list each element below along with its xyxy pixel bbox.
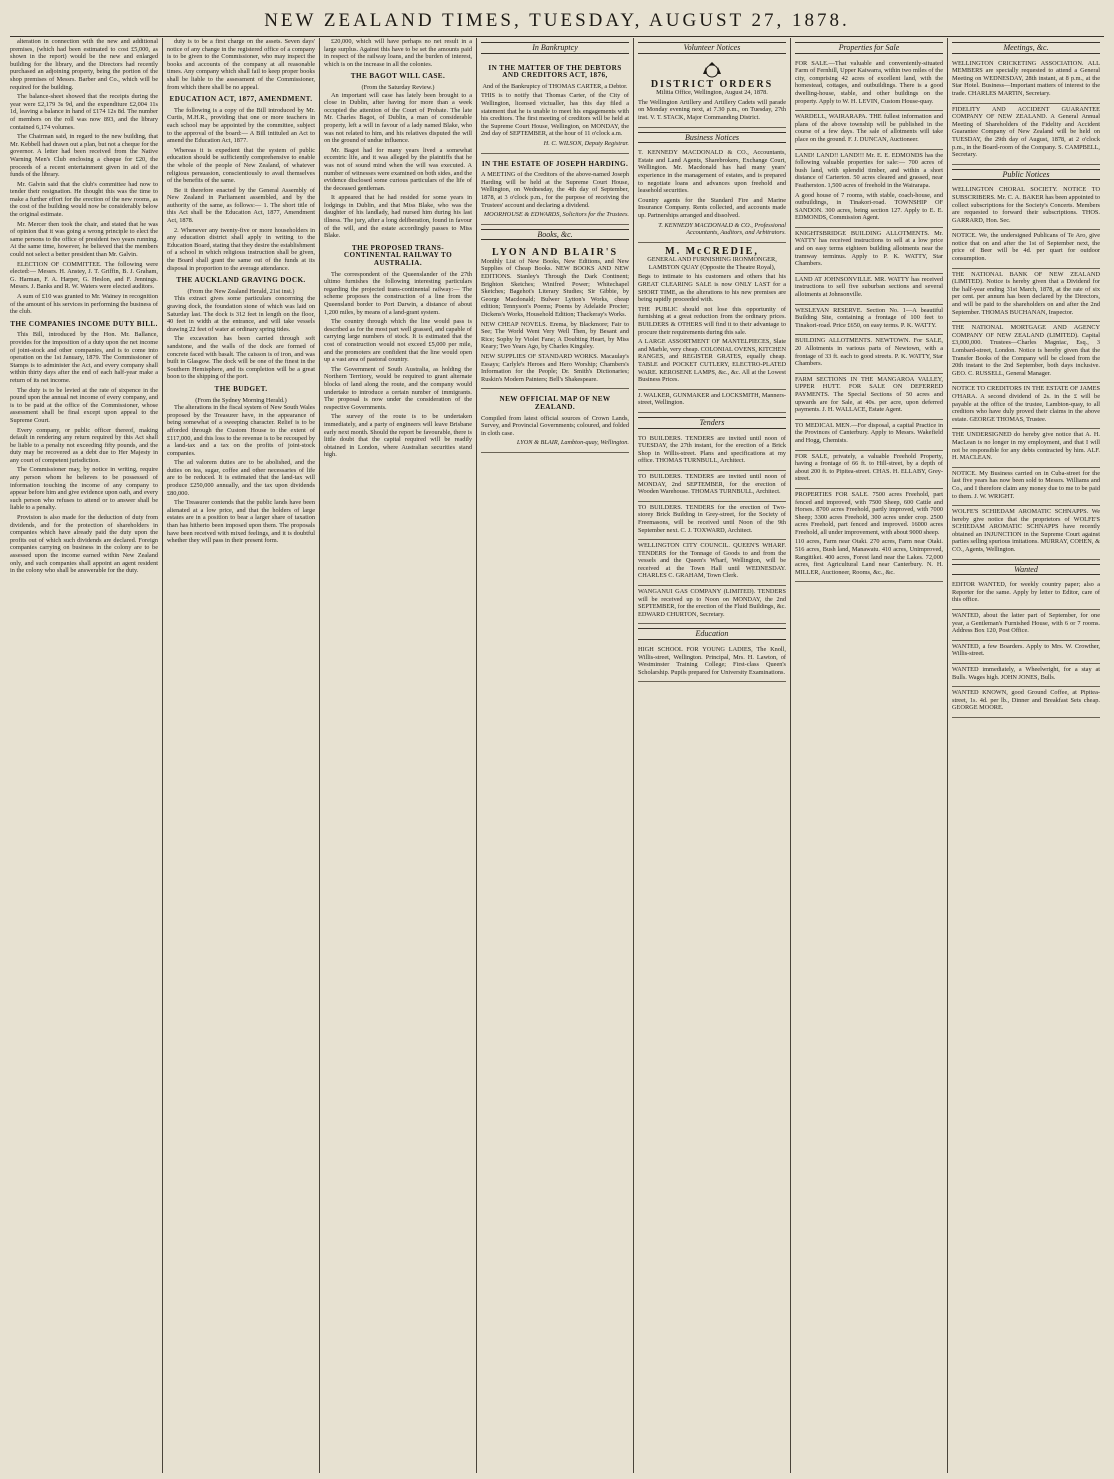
ad-body: NOTICE. We, the undersigned Publicans of Te Aro, give notice that on and after the 1st of September next, the price of Beer will be 4d. per quart for outdoor consumption. xyxy=(952,232,1100,263)
ad-body: WANGANUI GAS COMPANY (LIMITED). TENDERS will be received up to Noon on MONDAY, the 2nd SEPTEMBER, for the erection of the Fluid Buildings, &c. EDWARD CHURTON, Secretary. xyxy=(638,588,786,618)
public-notice xyxy=(952,230,1100,268)
bankruptcy-notice xyxy=(481,58,629,154)
ad-body: Compiled from latest official sources of Crown Lands, Survey, and Provincial Governments; coloured, and folded in cloth case. xyxy=(481,414,629,437)
ironmonger-ad xyxy=(638,243,786,390)
ad-body: WELLINGTON CHORAL SOCIETY. NOTICE TO SUBSCRIBERS. Mr. C. A. BAKER has been appointed to collect subscriptions for the Society's Concerts. Members are requested to forward their subscriptions. THOS. GARRARD, Hon. Sec. xyxy=(952,186,1100,224)
ad-body: WARDELL, WAIRARAPA. THE fullest information and plans of the above township will be published in the course of a few days. The sale of allotments will take place on the ground. F. J. DUNCAN, Auctioneer. xyxy=(795,113,943,143)
public-notice xyxy=(952,269,1100,323)
notice-title: IN THE ESTATE OF JOSEPH HARDING. xyxy=(481,159,629,168)
ad-body: NOTICE TO CREDITORS IN THE ESTATE OF JAMES O'HARA. A second dividend of 2s. in the £ will be payable at the office of the trustee, Lambton-quay, to all creditors who have duly proved their claims in the above estate. GEORGE THOMAS, Trustee. xyxy=(952,385,1100,423)
tender-notice xyxy=(638,502,786,540)
paragraph: The following is a copy of the Bill introduced by Mr. Curtis, M.H.R., providing that one or more teachers in each school may be appointed by the committee, subject to the approval of the board:— A Bill intituled an Act to amend the Education Act, 1877. xyxy=(167,106,315,145)
notice-subtitle: And of the Bankruptcy of THOMAS CARTER, a Debtor. xyxy=(482,82,628,90)
paragraph: Mr. Galvin said that the club's committee had now to tender their resignation. He thought this was the time to make a further effort for the erection of the new rooms, as the cost of the building would now be considerably below the original estimate. xyxy=(10,180,158,219)
section-heading: In Bankruptcy xyxy=(481,42,629,54)
ad-body: Monthly List of New Books, New Editions, and New Supplies of Cheap Books. NEW BOOKS AND NEW EDITIONS. Stanley's Through the Dark Continent; Brighton Sketches; Winifred Power; Whitechapel Sketches; Bagehot's Literary Studies; Sir Gibbie, by George Macdonald; Bulwer Lytton's Works, cheap edition; Tennyson's Poems; Poems by Adelaide Procter; Dickens's Works, Household Edition; Thackeray's Works. xyxy=(481,257,629,319)
wanted-ad xyxy=(952,641,1100,664)
paragraph: alteration in connection with the new and additional premises, (which had been estimated to cost £5,000, as shown in the report) would be the new and enlarged building for the library, and the Directors had recently purchased an adjoining property, being the portion of the shop premises of Messrs. Barber and Co., which will be required for the building. xyxy=(10,38,158,91)
article-heading: THE BUDGET. xyxy=(214,384,268,393)
ad-body: BUILDING ALLOTMENTS. NEWTOWN. For SALE, 20 Allotments in various parts of Newtown, with a frontage of 33 ft. each to good streets. P. K. WATTY, Star Chambers. xyxy=(795,337,943,368)
tender-notice xyxy=(638,540,786,586)
meeting-notice xyxy=(952,58,1100,104)
paragraph: The Commissioner may, by notice in writing, require any person whom he believes to be possessed of information touching the income of any company to appear before him and give evidence upon oath, and every such person who refuses to attend or to answer shall be liable to a penalty. xyxy=(10,466,158,512)
ad-body: A LARGE ASSORTMENT OF MANTELPIECES, Slate and Marble, very cheap. COLONIAL OVENS, KITCHEN RANGES, and REGISTER GRATES, equally cheap. TABLE and POCKET CUTLERY, ELECTRO-PLATED WARE. KEROSENE LAMPS, &c., &c. All at the Lowest Business Prices. xyxy=(638,338,786,384)
ad-body: FARM SECTIONS IN THE MANGAROA VALLEY, UPPER HUTT. FOR SALE ON DEFERRED PAYMENTS. The Special Sections of 50 acres and upwards are for Sale, at 40s. per acre, upon deferred payments. J. H. WALLACE, Estate Agent. xyxy=(795,375,943,414)
paragraph: This extract gives some particulars concerning the graving dock, the foundation stone of which was laid on Saturday last. The dock is 312 feet in length on the floor, 40 feet in width at the entrance, and will take vessels drawing 22 feet of water at ordinary spring tides. xyxy=(167,295,315,333)
ad-body: FIDELITY AND ACCIDENT GUARANTEE COMPANY OF NEW ZEALAND. A General Annual Meeting of Shareholders of the Fidelity and Accident Guarantee Company of New Zealand will be held on TUESDAY, the 29th day of August, 1878, at 2 o'clock p.m., in the Board-room of the Company. S. CAMPBELL, Secretary. xyxy=(952,105,1100,159)
section-heading: Properties for Sale xyxy=(795,42,943,54)
paragraph: Mr. Mercer then took the chair, and stated that he was of opinion that it was going a wrong principle to elect the same persons to the office of president two years running. At the same time, however, he believed that the members could not select a better president than Mr. Galvin. xyxy=(10,220,158,259)
public-notice xyxy=(952,506,1100,560)
ad-signature: LYON & BLAIR, Lambton-quay, Wellington. xyxy=(516,439,629,447)
paragraph: The Treasurer contends that the public lands have been alienated at a low price, and that the holders of large estates are in a position to bear a larger share of taxation than has hitherto been imposed upon them. The proposals have been received with mixed feelings, and it is doubtful whether they will pass in their present form. xyxy=(167,499,315,545)
paragraph: The correspondent of the Queenslander of the 27th ultimo furnishes the following interesting particulars regarding the projected trans-continental railway:— The scheme proposes the construction of a line from the Queensland border to Port Darwin, a distance of about 1,200 miles, by means of a land-grant system. xyxy=(324,270,472,316)
paragraph: duty is to be a first charge on the assets. Seven days' notice of any change in the registered office of a company is to be given to the Commissioner, who may inspect the books and accounts of the company at all reasonable times. Any company which shall fail to keep proper books shall be liable to the assessment of the Commissioner, from which there shall be no appeal. xyxy=(167,38,315,91)
column-7 xyxy=(947,38,1104,1473)
paragraph: The duty is to be levied at the rate of sixpence in the pound upon the annual net income of every company, and is to be paid at the office of the Commissioner, whose assessment shall be final except upon appeal to the Supreme Court. xyxy=(10,386,158,424)
ad-firm-name: LYON AND BLAIR'S xyxy=(491,247,619,259)
meeting-notice xyxy=(952,104,1100,165)
article-source: (From the Sydney Morning Herald.) xyxy=(195,396,287,404)
ad-body: WANTED KNOWN, good Ground Coffee, at Pipitea-street, 1s. 4d. per lb., Dinner and Breakfast Sets cheap. GEORGE MOORE. xyxy=(952,689,1100,712)
ad-body: 110 acres, Farm near Otaki. 270 acres, Farm near Otaki. 516 acres, Bush land, Manawatu. 410 acres, Unimproved, Rangitikei. 400 acres, Forest land near the Lakes. 72,000 acres, first Agricultural Land near Canterbury. N. H. MILLER, Auctioneer, Rooms, &c., &c. xyxy=(795,538,943,576)
column-1 xyxy=(10,38,162,1473)
map-ad xyxy=(481,389,629,453)
article-heading: THE COMPANIES INCOME DUTY BILL. xyxy=(10,319,158,328)
ad-body: WELLINGTON CRICKETING ASSOCIATION. ALL MEMBERS are specially requested to attend a General Meeting on WEDNESDAY, 28th instant, at 8 p.m., at the Star Hotel. Business—Important matters of interest to the trade. CHARLES MARTIN, Secretary. xyxy=(952,59,1100,97)
notice-body: A MEETING of the Creditors of the above-named Joseph Harding will be held at the Supreme Court House, Wellington, on Wednesday, the 4th day of September, 1878, at 3 o'clock p.m., for the purpose of receiving the Trustees' account and declaring a dividend. xyxy=(481,171,629,209)
wanted-ad xyxy=(952,579,1100,610)
wanted-ad xyxy=(952,664,1100,687)
ad-body: EDITOR WANTED, for weekly country paper; also a Reporter for the same. Apply by letter to Editor, care of this office. xyxy=(952,581,1100,604)
ad-body: NEW CHEAP NOVELS. Erema, by Blackmore; Fair to See; The World Went Very Well Then, by Besant and Rice; Sophy by Violet Fane; A Doubting Heart, by Miss Keary; Two Years Ago, by Charles Kingsley. xyxy=(481,320,629,351)
paragraph: The survey of the route is to be undertaken immediately, and a party of engineers will leave Brisbane early next month. Should the report be favourable, there is little doubt that the capital required will be readily obtained in London, where Australian securities stand high. xyxy=(324,413,472,459)
public-notice xyxy=(952,468,1100,506)
property-ad xyxy=(795,111,943,149)
property-ad xyxy=(795,420,943,451)
public-notice xyxy=(952,429,1100,467)
ad-body: HIGH SCHOOL FOR YOUNG LADIES, The Knoll, Willis-street, Wellington. Principal, Mrs. H. Lawton, of Westminster Training College; First-class Queen's Scholarship. Pupils prepared for University Examinations. xyxy=(638,646,786,676)
ad-body: J. WALKER, GUNMAKER and LOCKSMITH, Manners-street, Wellington. xyxy=(638,391,786,407)
section-heading: Volunteer Notices xyxy=(638,42,786,54)
article-heading: THE PROPOSED TRANS-CONTINENTAL RAILWAY TO AUSTRALIA. xyxy=(343,243,453,268)
paragraph: The alterations in the fiscal system of New South Wales proposed by the Treasurer have, in the appearance of being somewhat of a sweeping character. Relief is to be afforded through the Custom House to the extent of £117,000, and this loss to the revenue is to be recouped by a land-tax and a tax on the profits of joint-stock companies. xyxy=(167,404,315,457)
masthead: NEW ZEALAND TIMES, TUESDAY, AUGUST 27, 1878. xyxy=(10,8,1104,37)
column-4 xyxy=(476,38,633,1473)
property-ad xyxy=(795,451,943,489)
section-heading: Education xyxy=(638,628,786,640)
ad-body: WESLEYAN RESERVE. Section No. 1—A beautiful Building Site, containing a frontage of 100 feet to Tinakori-road. Price £650, on easy terms. P. K. WATTY. xyxy=(795,306,943,329)
bookseller-ad xyxy=(481,244,629,389)
property-ad xyxy=(795,150,943,228)
column-3 xyxy=(319,38,476,1473)
paragraph: Whereas it is expedient that the system of public education should be sufficiently comprehensive to enable the whole of the people of New Zealand, of whatever religious persuasion, conscientiously to avail themselves of the benefits of the same. xyxy=(167,146,315,185)
article-heading: THE BAGOT WILL CASE. xyxy=(350,72,446,81)
wanted-ad xyxy=(952,610,1100,641)
notice-signature: MOORHOUSE & EDWARDS, Solicitors for the Trustees. xyxy=(483,211,629,219)
public-notice xyxy=(952,322,1100,383)
ad-body: TO BUILDERS. TENDERS for the erection of Two-storey Brick Building in Grey-street, for the Society of Freemasons, will be received until Noon of the 9th September next. C. J. TOXWARD, Architect. xyxy=(638,503,786,534)
paragraph: A sum of £10 was granted to Mr. Wainey in recognition of the amount of his services in performing the business of the club. xyxy=(10,293,158,316)
public-notice xyxy=(952,383,1100,429)
section-heading: Meetings, &c. xyxy=(952,42,1100,54)
section-heading: Books, &c. xyxy=(481,229,629,241)
paragraph: The balance-sheet showed that the receipts during the year were £2,179 3s 9d, and the expenditure £2,004 11s 1d, leaving a balance in hand of £174 12s 8d. The number of members on the roll was now 893, and the library contained 6,174 volumes. xyxy=(10,93,158,131)
ad-location: Militia Office, Wellington, August 24, 1878. xyxy=(656,89,768,97)
ad-firm-name: M. McCREDIE, xyxy=(665,245,759,257)
ad-body: A good house of 7 rooms, with stable, coach-house, and outbuildings, in Tinakori-road. TOWNSHIP OF SANDON. 300 acres, being section 127. Apply to E. E. EDMONDS, Commission Agent. xyxy=(795,191,943,222)
ad-body: Country agents for the Standard Fire and Marine Insurance Company. Rents collected, and accounts made up. Partnerships arranged and dissolved. xyxy=(638,196,786,219)
section-heading: Tenders xyxy=(638,417,786,429)
ad-body: TO BUILDERS. TENDERS are invited until noon of MONDAY, 2nd SEPTEMBER, for the erection of Wooden Warehouse. THOMAS TURNBULL, Architect. xyxy=(638,472,786,496)
column-2 xyxy=(162,38,319,1473)
column-6 xyxy=(790,38,947,1473)
paragraph: Provision is also made for the deduction of duty from dividends, and for the protection of shareholders in companies which have already paid the duty upon the profits out of which such dividends are declared. Foreign companies carrying on business in the colony are to be assessed upon the income earned within New Zealand only, and such companies shall appoint an agent resident in the colony who shall be answerable for the duty. xyxy=(10,514,158,575)
ad-body: THE NATIONAL BANK OF NEW ZEALAND (LIMITED). Notice is hereby given that a Dividend for the half-year ending 31st March, 1878, at the rate of six per cent. per annum has been declared by the Directors, and will be paid to the shareholders on and after the 2nd September. THOMAS BUCHANAN, Inspector. xyxy=(952,270,1100,316)
property-ad xyxy=(795,228,943,274)
ad-body: TO BUILDERS. TENDERS are invited until noon of TUESDAY, the 27th instant, for the erection of a Brick Shop in Willis-street. Plans and specifications at my office. THOMAS TURNBULL, Architect. xyxy=(638,434,786,465)
article-heading: THE AUCKLAND GRAVING DOCK. xyxy=(176,276,306,285)
section-heading: Business Notices xyxy=(638,132,786,144)
paragraph: The Government of South Australia, as holding the Northern Territory, would be required to grant alternate blocks of land along the route, and the company would undertake to introduce a certain number of immigrants. The proposal is now under the consideration of the respective Governments. xyxy=(324,365,472,411)
ad-body: The Wellington Artillery and Artillery Cadets will parade on Monday evening next, at 7.30 p.m., on Tuesday, 27th inst. V. T. STACK, Major Commanding District. xyxy=(638,98,786,121)
article-source: (From the Saturday Review.) xyxy=(361,83,435,91)
article-heading: EDUCATION ACT, 1877, AMENDMENT. xyxy=(169,95,313,104)
ad-body: WANTED immediately, a Wheelwright, for a stay at Bulls. Wages high. JOHN JONES, Bulls. xyxy=(952,666,1100,681)
paragraph: The ad valorem duties are to be abolished, and the duties on tea, sugar, coffee and other necessaries of life are to be reduced. It is estimated that the land-tax will produce £250,000 annually, and the tax upon dividends £80,000. xyxy=(167,459,315,497)
paragraph: An important will case has lately been brought to a close in Dublin, after having for more than a week occupied the attention of the Court of Probate. The late Mr. Charles Bagot, of Dublin, a man of considerable property, left a will in favour of a lady named Blake, who was not related to him, and his relatives disputed the will on the ground of undue influence. xyxy=(324,91,472,145)
tender-notice xyxy=(638,586,786,624)
paragraph: Every company, or public officer thereof, making default in rendering any return required by this Act shall be liable to a penalty not exceeding fifty pounds, and the duty may be recovered as a debt due to Her Majesty in any court of competent jurisdiction. xyxy=(10,426,158,464)
ad-body: FOR SALE.—That valuable and conveniently-situated Farm of Fernhill, Upper Kaiwarra, within two miles of the city, comprising 42 acres of excellent land, with the homestead, cottages, and outbuildings. There is a good dwelling-house, stable, and other buildings on the property. Apply to W. H. LEVIN, Custom House-quay. xyxy=(795,59,943,105)
ad-body: THE NATIONAL MORTGAGE AND AGENCY COMPANY OF NEW ZEALAND (LIMITED). Capital £3,000,000. Trustees—Charles Magniac, Esq., 3 Lombard-street, London. Notice is hereby given that the Transfer Books of the Company will be closed from the 20th instant to the 2nd September, both days inclusive. GEO. C. RUSSELL, General Manager. xyxy=(952,324,1100,377)
ad-body: Begs to intimate to his customers and others that his GREAT CLEARING SALE is now ONLY LAST for a SHORT TIME, as the alterations to his new premises are being rapidly proceeded with. xyxy=(638,273,786,304)
education-ad xyxy=(638,644,786,682)
ad-body: PROPERTIES FOR SALE. 7500 acres Freehold, part fenced and improved, with 7500 Sheep, 600 Cattle and Horses. 8700 acres Freehold, partly improved, with 7000 Sheep; 3300 acres Freehold, 300 acres under crop. 2500 acres Freehold, part fenced and improved. 16000 acres Freehold, all under improvement, with about 9000 sheep. xyxy=(795,490,943,536)
ad-body: TO MEDICAL MEN.—For disposal, a capital Practice in the Provinces of Canterbury. Apply to Messrs. Wakefield and Hogg, Chemists. xyxy=(795,421,943,444)
paragraph: Mr. Bagot had for many years lived a somewhat eccentric life, and it was alleged by the plaintiffs that he was not of sound mind when the will was executed. A number of witnesses were examined on both sides, and the evidence disclosed some curious particulars of the life of the deceased gentleman. xyxy=(324,146,472,192)
bankruptcy-notice xyxy=(481,154,629,225)
ad-body: WANTED, about the latter part of September, for one year, a Gentleman's Furnished House, with 6 or 7 rooms. Address Box 120, Post Office. xyxy=(952,612,1100,635)
paragraph: The excavation has been carried through soft sandstone, and the walls of the dock are formed of concrete faced with basalt. The caisson is of iron, and was built in Glasgow. The dock will be one of the finest in the Southern Hemisphere, and its completion will be a great boon to the shipping of the port. xyxy=(167,335,315,381)
ad-body: LAND! LAND!! LAND!!! Mr. E. E. EDMONDS has the following valuable properties for sale:— 700 acres of bush land, with splendid timber, and within a short distance of Carterton. 50 acres cleared and grassed, near Featherston. 1,500 acres of freehold in the Wairarapa. xyxy=(795,151,943,189)
section-heading: Public Notices xyxy=(952,169,1100,181)
notice-body: THIS is to notify that Thomas Carter, of the City of Wellington, licensed victualler, has this day filed a statement that he is unable to meet his engagements with his creditors. The first meeting of creditors will be held at the Supreme Court House, Wellington, on MONDAY, the 2nd day of SEPTEMBER, at the hour of 11 o'clock a.m. xyxy=(481,92,629,138)
ad-body: NOTICE. My Business carried on in Cuba-street for the last five years has now been sold to Messrs. Williams and Co., and I therefore claim any money due to me to be paid to them. J. W. WRIGHT. xyxy=(952,469,1100,500)
ad-title: NEW OFFICIAL MAP OF NEW ZEALAND. xyxy=(499,395,611,411)
wanted-ad xyxy=(952,687,1100,718)
notice-signature: H. C. WILSON, Deputy Registrar. xyxy=(543,139,629,147)
ad-body: WOLFE'S SCHIEDAM AROMATIC SCHNAPPS. We hereby give notice that the proprietors of WOLFE'S SCHIEDAM AROMATIC SCHNAPPS have recently obtained an INJUNCTION in the Supreme Court against parties selling spurious imitations. MURRAY, COHEN, & CO., Agents, Wellington. xyxy=(952,508,1100,554)
property-ad xyxy=(795,305,943,336)
public-notice xyxy=(952,184,1100,230)
ad-body: THE PUBLIC should not lose this opportunity of furnishing at a great reduction from the ordinary prices. BUILDERS & OTHERS will find it to their advantage to procure their requirements during this sale. xyxy=(638,305,786,336)
royal-crest-icon xyxy=(701,62,723,78)
ad-title: DISTRICT ORDERS xyxy=(650,78,774,90)
ad-body: FOR SALE, privately, a valuable Freehold Property, having a frontage of 66 ft. to Hill-street, by a depth of about 200 ft. to Pipitea-street. CHAS. H. ELLABY, Grey-street. xyxy=(795,452,943,483)
ad-body: NEW SUPPLIES OF STANDARD WORKS. Macaulay's Essays; Carlyle's Heroes and Hero Worship; Chambers's Information for the People; Dr. Smith's Dictionaries; Ruskin's Modern Painters; Bell's Shakespeare. xyxy=(481,353,629,383)
ad-signature: T. KENNEDY MACDONALD & CO., Professional Accountants, Auditors, and Arbitrators. xyxy=(658,221,786,237)
tender-notice xyxy=(638,433,786,471)
gunmaker-ad xyxy=(638,390,786,413)
property-ad xyxy=(795,335,943,373)
paragraph: Be it therefore enacted by the General Assembly of New Zealand in Parliament assembled, and by the authority of the same, as follows:— 1. The short title of this Act shall be the Education Act, 1877, Amendment Act, 1878. xyxy=(167,186,315,225)
ad-body: KNIGHTSBRIDGE BUILDING ALLOTMENTS. Mr. WATTY has received instructions to sell at a low price and on easy terms eighteen building allotments near the tramway terminus. Apply to P. K. WATTY, Star Chambers. xyxy=(795,229,943,268)
ad-body: LAND AT JOHNSONVILLE. MR. WATTY has received instructions to sell five suburban sections and several allotments at Johnsonville. xyxy=(795,275,943,299)
ad-body: WANTED, a few Boarders. Apply to Mrs. W. Crowther, Willis-street. xyxy=(952,642,1100,658)
columns xyxy=(10,38,1104,1473)
ad-body: THE UNDERSIGNED do hereby give notice that A. H. MacLean is no longer in my employment, and that I will not be responsible for any debts contracted by him. ALF. H. MACLEAN. xyxy=(952,431,1100,462)
ad-body: WELLINGTON CITY COUNCIL. QUEEN'S WHARF. TENDERS for the Tonnage of Goods to and from the vessels and the Queen's Wharf, Wellington, will be received at the Town Hall until WEDNESDAY. CHARLES C. GRAHAM, Town Clerk. xyxy=(638,542,786,580)
column-5 xyxy=(633,38,790,1473)
property-ad xyxy=(795,489,943,583)
property-ad xyxy=(795,58,943,112)
business-ad xyxy=(638,147,786,243)
property-ad xyxy=(795,274,943,305)
paragraph: ELECTION OF COMMITTEE. The following were elected:— Messrs. H. Anstey, J. T. Griffin, B. J. Graham, G. Harman, F. A. Harper, G. Heslon, and F. Jennings. Messrs. J. Banks and R. W. Waters were elected auditors. xyxy=(10,260,158,291)
paragraph: 2. Whenever any twenty-five or more householders in any education district shall apply in writing to the Education Board, stating that they desire the establishment of a school in which religious instruction shall be given, the Board shall grant the same out of the funds at its disposal in proportion to the average attendance. xyxy=(167,226,315,272)
property-ad xyxy=(795,374,943,420)
notice-title: IN THE MATTER OF THE DEBTORS AND CREDITORS ACT, 1876, xyxy=(488,63,622,80)
paragraph: The country through which the line would pass is described as for the most part well grassed, and capable of carrying large numbers of stock. It is estimated that the cost of construction would not exceed £5,000 per mile, and the promoters are confident that the line would open up a vast area of pastoral country. xyxy=(324,318,472,364)
tender-notice xyxy=(638,471,786,502)
district-orders xyxy=(638,58,786,128)
paragraph: This Bill, introduced by the Hon. Mr. Ballance, provides for the imposition of a duty upon the net income of joint-stock and other companies, and is to come into operation on the 1st January, 1879. The Commissioner of Stamps is to administer the Act, and every company shall within thirty days after the end of each half-year make a return of its net income. xyxy=(10,331,158,384)
paragraph: The Chairman said, in regard to the new building, that Mr. Kebbell had drawn out a plan, but not a cheque for the governor. A letter had been received from the Native Warning Men's Club enclosing a cheque for £20, the proceeds of a recent entertainment given in aid of the funds of the library. xyxy=(10,133,158,179)
ad-subtitle: GENERAL AND FURNISHING IRONMONGER, LAMBTON QUAY (Opposite the Theatre Royal), xyxy=(647,256,777,271)
section-heading: Wanted xyxy=(952,564,1100,576)
paragraph: It appeared that he had resided for some years in lodgings in Dublin, and that Miss Blake, who was the daughter of his landlady, had nursed him during his last illness. The jury, after a long deliberation, found in favour of the will, and the estate accordingly passes to Miss Blake. xyxy=(324,194,472,240)
article-source: (From the New Zealand Herald, 21st inst.) xyxy=(187,287,295,295)
paragraph: £20,000, which will have perhaps no net result in a large surplus. Against this have to be set the amounts paid in respect of the railway loans, and the burden of interest, which is on the increase in all the colonies. xyxy=(324,38,472,68)
ad-body: T. KENNEDY MACDONALD & CO., Accountants, Estate and Land Agents, Sharebrokers, Exchange Court, Wellington. Mr. Macdonald has had many years' experience in the management of estates, and is prepared to negotiate loans and advances upon freehold and leasehold securities. xyxy=(638,149,786,195)
